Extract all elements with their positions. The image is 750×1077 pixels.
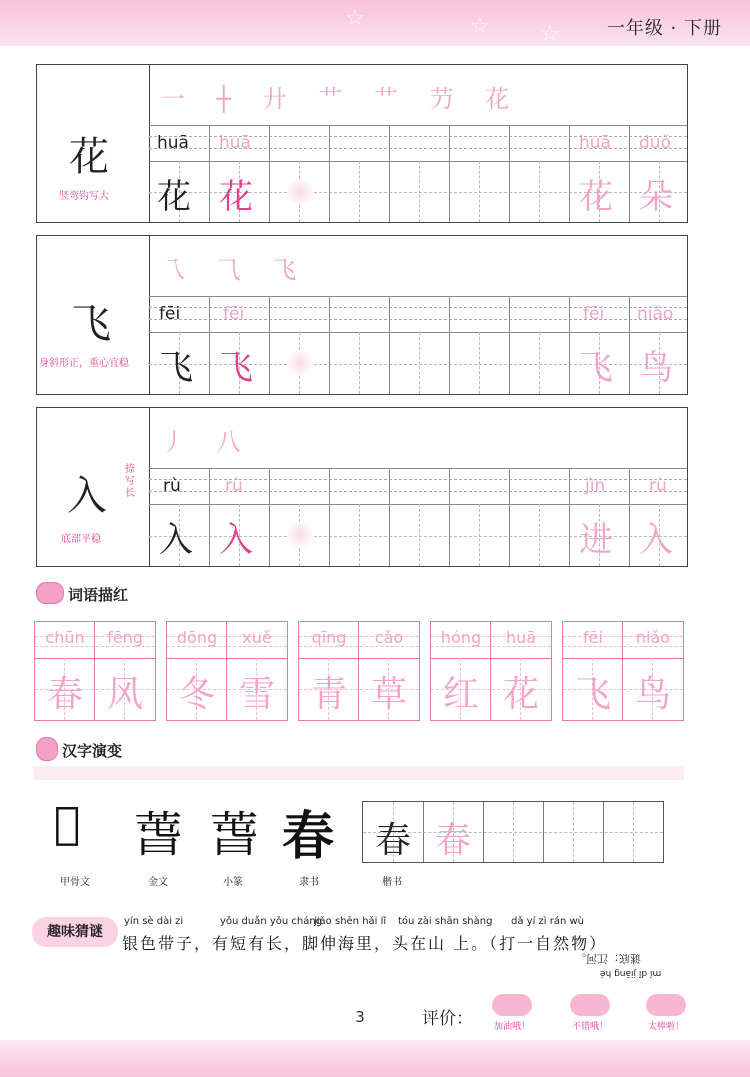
word-char: 红 (442, 674, 479, 715)
word-char: 花 (579, 177, 613, 217)
word-box (430, 621, 552, 721)
script-label: 小篆 (223, 877, 243, 888)
word-char: 入 (639, 520, 673, 560)
word-char: 风 (106, 674, 143, 715)
word-char: 青 (310, 674, 347, 715)
word-char: 进 (579, 520, 613, 560)
word-pinyin: niǎo (635, 628, 671, 647)
practice-dot (287, 179, 313, 205)
riddle-logo: 趣味猜谜 (32, 917, 118, 947)
rating-option[interactable]: 加油哦！ (493, 1022, 530, 1032)
trace-char: 花 (219, 177, 253, 217)
bear-face-icon[interactable] (570, 994, 610, 1016)
word-char: 花 (502, 674, 539, 715)
char-block-ru (36, 407, 688, 567)
word-pinyin: hóng (440, 628, 482, 647)
model-char-small: 入 (159, 520, 193, 560)
writing-tip: 底部平稳 (61, 534, 101, 545)
word-pinyin: huā (505, 628, 537, 647)
word-pinyin: fēi (583, 304, 605, 324)
word-pinyin: duǒ (639, 133, 671, 153)
trace-char: 入 (219, 520, 253, 560)
script-label: 隶书 (299, 877, 319, 888)
pinyin-trace: huā (219, 133, 251, 153)
word-pinyin: fēng (107, 628, 143, 647)
practice-dot (287, 350, 313, 376)
model-char: 花 (69, 134, 109, 180)
word-pinyin: cǎo (374, 628, 404, 647)
script-glyph-clerical: 春 (282, 806, 335, 867)
word-box (34, 621, 156, 721)
char-block-fei (36, 235, 688, 395)
script-glyph-bronze: 萅 (134, 807, 183, 863)
word-pinyin: chūn (45, 628, 85, 647)
trace-char: 飞 (219, 348, 253, 388)
word-pinyin: fēi (583, 628, 603, 647)
model-char: 飞 (71, 301, 111, 347)
word-char: 鸟 (634, 674, 671, 715)
riddle-answer: 谜底：江河。 (575, 952, 641, 965)
star-icon: ☆ (345, 6, 365, 31)
decor-band (34, 766, 684, 780)
regular-script-char: 春 (375, 820, 412, 861)
star-icon: ☆ (470, 14, 490, 39)
word-char: 冬 (178, 674, 215, 715)
script-glyph-oracle: 𣒘 (54, 798, 81, 849)
writing-tip: 竖弯钩写大 (59, 191, 109, 202)
child-icon (36, 737, 58, 761)
bear-icon (36, 582, 64, 604)
word-pinyin: xuě (242, 628, 272, 647)
practice-dot (287, 522, 313, 548)
page-number: 3 (355, 1008, 365, 1026)
pinyin: fēi (159, 304, 181, 324)
pinyin: rù (163, 476, 181, 496)
word-box (562, 621, 684, 721)
pinyin-trace: fēi (223, 304, 245, 324)
model-char-small: 花 (157, 177, 191, 217)
bear-face-icon[interactable] (492, 994, 532, 1016)
evaluation-label: 评价： (422, 1009, 473, 1029)
script-glyph-seal: 萅 (210, 807, 259, 863)
word-box (166, 621, 288, 721)
pinyin-trace: rù (225, 476, 243, 496)
model-char: 入 (67, 473, 107, 519)
section-title-words: 词语描红 (68, 586, 129, 604)
riddle-pinyin: jiǎo shēn hǎi lǐ (314, 916, 387, 927)
word-char: 飞 (574, 674, 611, 715)
section-title-evolution: 汉字演变 (62, 742, 123, 760)
word-pinyin: niǎo (637, 304, 674, 324)
writing-tip: 身斜形正，重心宜稳 (39, 358, 129, 369)
evolution-grid (362, 801, 664, 863)
script-label: 甲骨文 (60, 877, 90, 888)
riddle-pinyin: dǎ yí zì rán wù (511, 916, 585, 927)
word-char: 朵 (639, 177, 673, 217)
riddle-answer-pinyin: mí dǐ jiāng hé (600, 968, 662, 978)
side-tip: 捺写长 (125, 464, 135, 499)
riddle-pinyin: yǒu duǎn yǒu cháng (220, 916, 323, 927)
stroke-order: 一 ┼ 廾 艹 艹 芀 花 (161, 85, 522, 113)
char-left-cell (37, 408, 150, 566)
stroke-order: 丿 八 (161, 428, 253, 456)
rating-option[interactable]: 太棒啦！ (647, 1022, 684, 1032)
bear-face-icon[interactable] (646, 994, 686, 1016)
word-pinyin: dōng (176, 628, 218, 647)
stroke-order: 乁 ⺄ 飞 (161, 256, 309, 284)
word-char: 雪 (238, 674, 275, 715)
word-char: 草 (370, 674, 407, 715)
word-char: 飞 (579, 348, 613, 388)
word-pinyin: huā (579, 133, 611, 153)
char-left-cell (37, 236, 150, 394)
word-char: 春 (46, 674, 83, 715)
script-label: 楷书 (382, 877, 402, 888)
footer-band (0, 1040, 750, 1077)
pinyin: huā (157, 133, 189, 153)
script-label: 金文 (148, 877, 168, 888)
word-pinyin: jìn (585, 476, 606, 496)
rating-option[interactable]: 不错哦！ (571, 1022, 608, 1032)
model-char-small: 飞 (159, 348, 193, 388)
riddle-pinyin: tóu zài shān shàng (398, 916, 493, 927)
trace-char: 春 (435, 820, 472, 861)
riddle-text: 银色带子，有短有长，脚伸海里，头在山 上。（打一自然物） (122, 934, 608, 953)
word-pinyin: rù (649, 476, 667, 496)
word-pinyin: qīng (311, 628, 347, 647)
word-box (298, 621, 420, 721)
star-icon: ☆ (540, 22, 560, 47)
char-left-cell (37, 65, 150, 222)
grade-label: 一年级 · 下册 (606, 18, 722, 39)
riddle-pinyin: yín sè dài zi (124, 916, 184, 927)
char-block-hua (36, 64, 688, 223)
word-char: 鸟 (639, 348, 673, 388)
